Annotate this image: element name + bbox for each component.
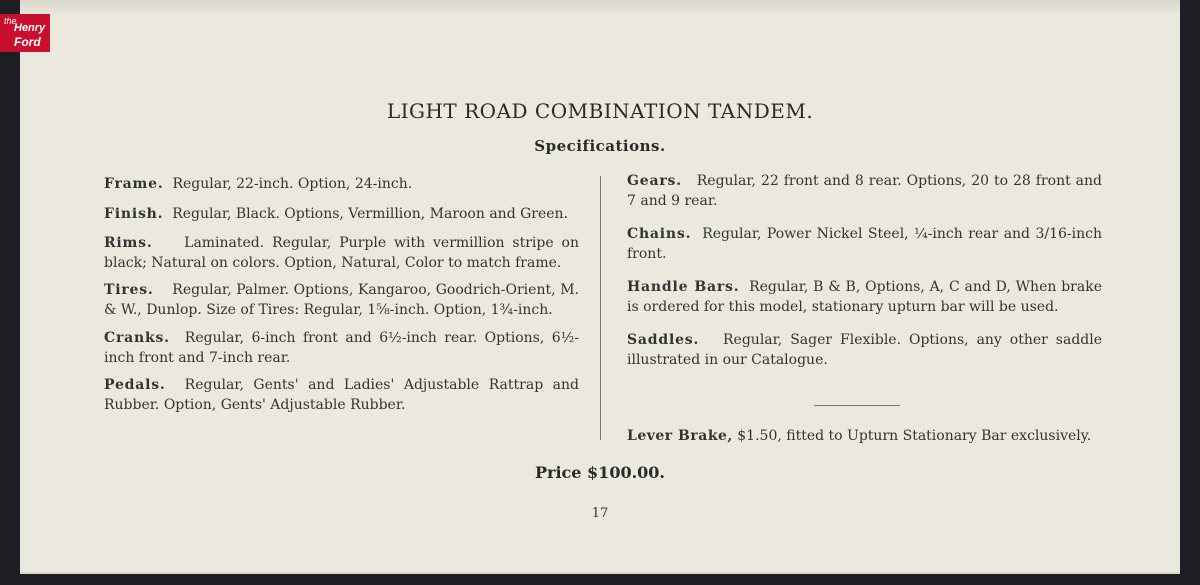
page-top-edge: [20, 0, 1180, 14]
page-title: LIGHT ROAD COMBINATION TANDEM.: [386, 99, 814, 123]
short-rule: [814, 405, 900, 406]
page-subtitle: Specifications.: [534, 137, 666, 155]
spec-tires: Tires. Regular, Palmer. Options, Kangaroo, Goodrich-Orient, M. & W., Dunlop. Size of Tires: Regular, 1⅝-inch. Option, 1¾-inch.: [104, 282, 579, 318]
henry-ford-logo: the Henry Ford: [0, 14, 50, 52]
price: Price $100.00.: [535, 463, 665, 482]
right-spec-column: [627, 172, 1102, 370]
spec-pedals: Pedals. Regular, Gents' and Ladies' Adjustable Rattrap and Rubber. Option, Gents' Adjustable Rubber.: [104, 377, 580, 413]
column-divider: [600, 176, 601, 440]
page-number: 17: [591, 506, 609, 521]
spec-rims: Rims. Laminated. Regular, Purple with vermillion stripe on black; Natural on colors. Option, Natural, Color to match frame.: [104, 235, 579, 271]
spec-handle-bars: Handle Bars. Regular, B & B, Options, A, C and D, When brake is ordered for this model, stationary upturn bar will be used.: [627, 279, 1102, 315]
left-spec-column: [104, 175, 579, 415]
spec-frame: Frame. Regular, 22-inch. Option, 24-inch.: [104, 176, 413, 192]
lever-brake-note: Lever Brake, $1.50, fitted to Upturn Stationary Bar exclusively.: [627, 428, 1092, 444]
spec-saddles: Saddles. Regular, Sager Flexible. Options, any other saddle illustrated in our Catalogue.: [627, 332, 1103, 368]
spec-chains: Chains. Regular, Power Nickel Steel, ¼-inch rear and 3/16-inch front.: [627, 226, 1103, 262]
spec-cranks: Cranks. Regular, 6-inch front and 6½-inch rear. Options, 6½-inch front and 7-inch rear.: [104, 330, 579, 366]
spec-gears: Gears. Regular, 22 front and 8 rear. Options, 20 to 28 front and 7 and 9 rear.: [627, 173, 1102, 209]
spec-finish: Finish. Regular, Black. Options, Vermillion, Maroon and Green.: [104, 205, 569, 222]
